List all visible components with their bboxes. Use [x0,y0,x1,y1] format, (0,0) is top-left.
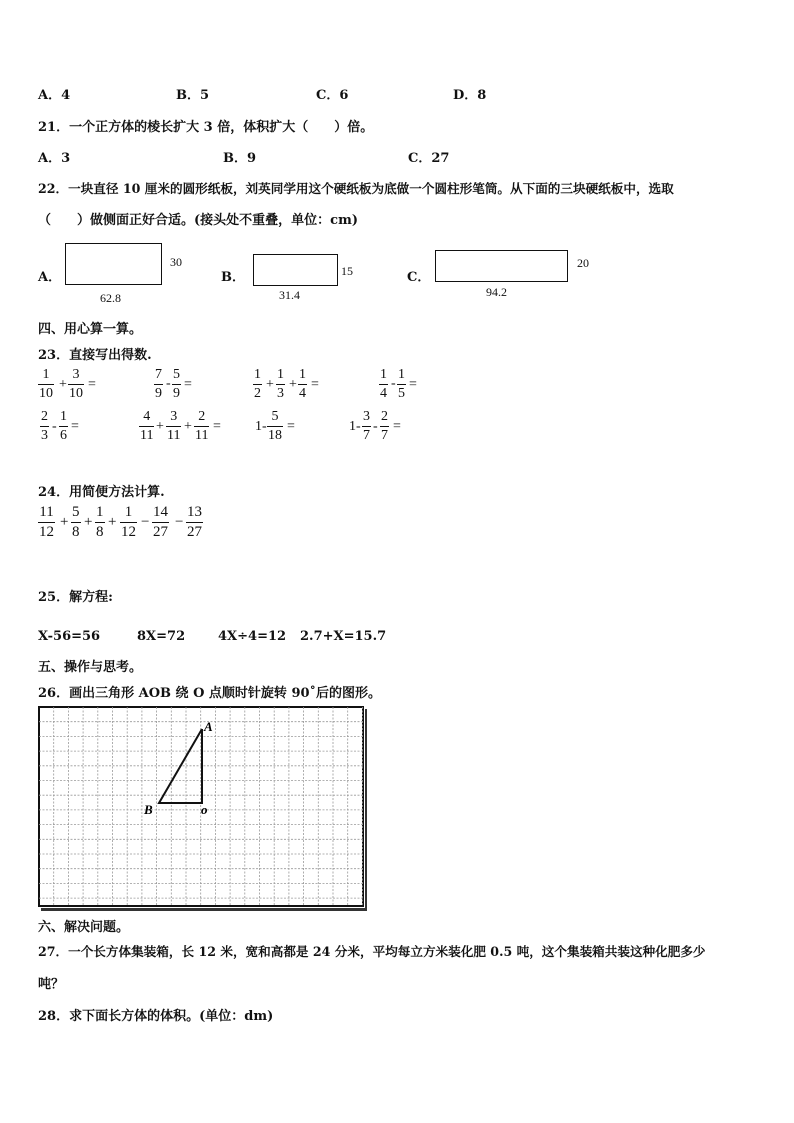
q20-option-c[interactable]: C．6 [316,88,349,103]
fraction: $\frac{1}{2}$ [254,367,261,401]
equals-sign: = [213,419,221,434]
operator: + [156,419,164,434]
operator: - [391,376,396,391]
fraction: $\frac{1}{10}$ [39,367,53,401]
fraction: $\frac{3}{7}$ [363,409,370,443]
q22-option-a-letter[interactable]: A． [38,270,62,285]
fraction: $\frac{3}{11}$ [167,409,181,443]
q26-title: 26．画出三角形 AOB 绕 O 点顺时针旋转 90˚后的图形。 [38,686,382,701]
q21-option-b[interactable]: B．9 [223,151,257,166]
q25-equation-4[interactable]: 2.7+X=15.7 [300,629,387,644]
label-a: A [204,719,213,734]
q20-option-b[interactable]: B．5 [176,88,210,103]
fraction: $\frac{2}{7}$ [381,409,388,443]
section-6-heading: 六、解决问题。 [38,920,130,935]
q22-option-c-letter[interactable]: C． [407,270,431,285]
q22-option-c-rect[interactable] [435,250,568,282]
fraction: $\frac{4}{11}$ [140,409,154,443]
fraction: $\frac{1}{6}$ [60,409,67,443]
q22-option-b-height: 15 [341,264,353,278]
q25-equation-1[interactable]: X-56=56 [38,629,101,644]
q27-line2: 吨？ [38,977,65,992]
operator: + [59,377,67,392]
q22-option-c-height: 20 [577,256,589,270]
fraction: $\frac{7}{9}$ [155,367,162,401]
q22-option-b-width: 31.4 [279,288,300,302]
operator: + [60,514,69,530]
q21-option-c[interactable]: C．27 [408,151,450,166]
fraction: $\frac{1}{4}$ [380,367,387,401]
q25-equation-3[interactable]: 4X÷4=12 [218,629,287,644]
operator: + [266,377,274,392]
prefix: 1- [255,419,267,434]
fraction: $\frac{5}{9}$ [173,367,180,401]
q22-option-a-height: 30 [170,255,182,269]
fraction: $\frac{1}{4}$ [299,367,306,401]
fraction: $\frac{5}{8}$ [72,504,80,540]
fraction: $\frac{1}{5}$ [398,367,405,401]
q22-option-b-rect[interactable] [253,254,338,286]
q24-title: 24．用简便方法计算. [38,485,165,500]
label-b: B [144,802,153,817]
q21-option-a[interactable]: A．3 [38,151,71,166]
equals-sign: = [71,419,79,434]
operator: + [184,419,192,434]
label-o: o [201,802,208,817]
fraction: $\frac{14}{27}$ [153,504,168,540]
operator: − [175,514,184,530]
q23-title: 23．直接写出得数. [38,348,152,363]
fraction: $\frac{1}{3}$ [277,367,284,401]
operator: - [52,419,57,434]
q22-option-b-letter[interactable]: B． [221,270,245,285]
equals-sign: = [393,419,401,434]
fraction: $\frac{1}{8}$ [96,504,104,540]
equals-sign: = [287,419,295,434]
q22-stem-line1: 22．一块直径 10 厘米的圆形纸板，刘英同学用这个硬纸板为底做一个圆柱形笔筒。从下面的三块硬纸板中，选取 [38,181,674,196]
fraction: $\frac{1}{12}$ [121,504,136,540]
q20-option-a[interactable]: A．4 [38,88,71,103]
equals-sign: = [409,377,417,392]
fraction: $\frac{13}{27}$ [187,504,202,540]
q25-title: 25．解方程: [38,590,113,605]
q22-option-c-width: 94.2 [486,285,507,299]
q22-option-a-width: 62.8 [100,291,121,305]
operator: - [166,376,171,391]
fraction: $\frac{3}{10}$ [69,367,83,401]
fraction: $\frac{5}{18}$ [268,409,282,443]
equals-sign: = [184,377,192,392]
q27-line1: 27．一个长方体集装箱，长 12 米，宽和高都是 24 分米，平均每立方米装化肥 0.5 吨，这个集装箱共装这种化肥多少 [38,944,706,959]
operator: - [373,419,378,434]
operator: + [108,514,117,530]
q25-equation-2[interactable]: 8X=72 [137,629,186,644]
q22-option-a-rect[interactable] [65,243,162,285]
q20-option-d[interactable]: D．8 [453,88,487,103]
equals-sign: = [311,377,319,392]
q28-stem: 28．求下面长方体的体积。(单位：dm) [38,1009,274,1024]
q21-stem: 21．一个正方体的棱长扩大 3 倍，体积扩大（ ）倍。 [38,120,374,135]
rotation-grid[interactable] [38,706,368,912]
q22-stem-line2: （ ）做侧面正好合适。(接头处不重叠，单位：cm) [38,213,358,228]
fraction: $\frac{2}{3}$ [41,409,48,443]
operator: + [289,377,297,392]
fraction: $\frac{2}{11}$ [195,409,209,443]
prefix: 1- [349,419,361,434]
operator: + [84,514,93,530]
fraction: $\frac{11}{12}$ [39,504,54,540]
section-5-heading: 五、操作与思考。 [38,660,143,675]
section-4-heading: 四、用心算一算。 [38,322,143,337]
operator: − [141,514,150,530]
equals-sign: = [88,377,96,392]
